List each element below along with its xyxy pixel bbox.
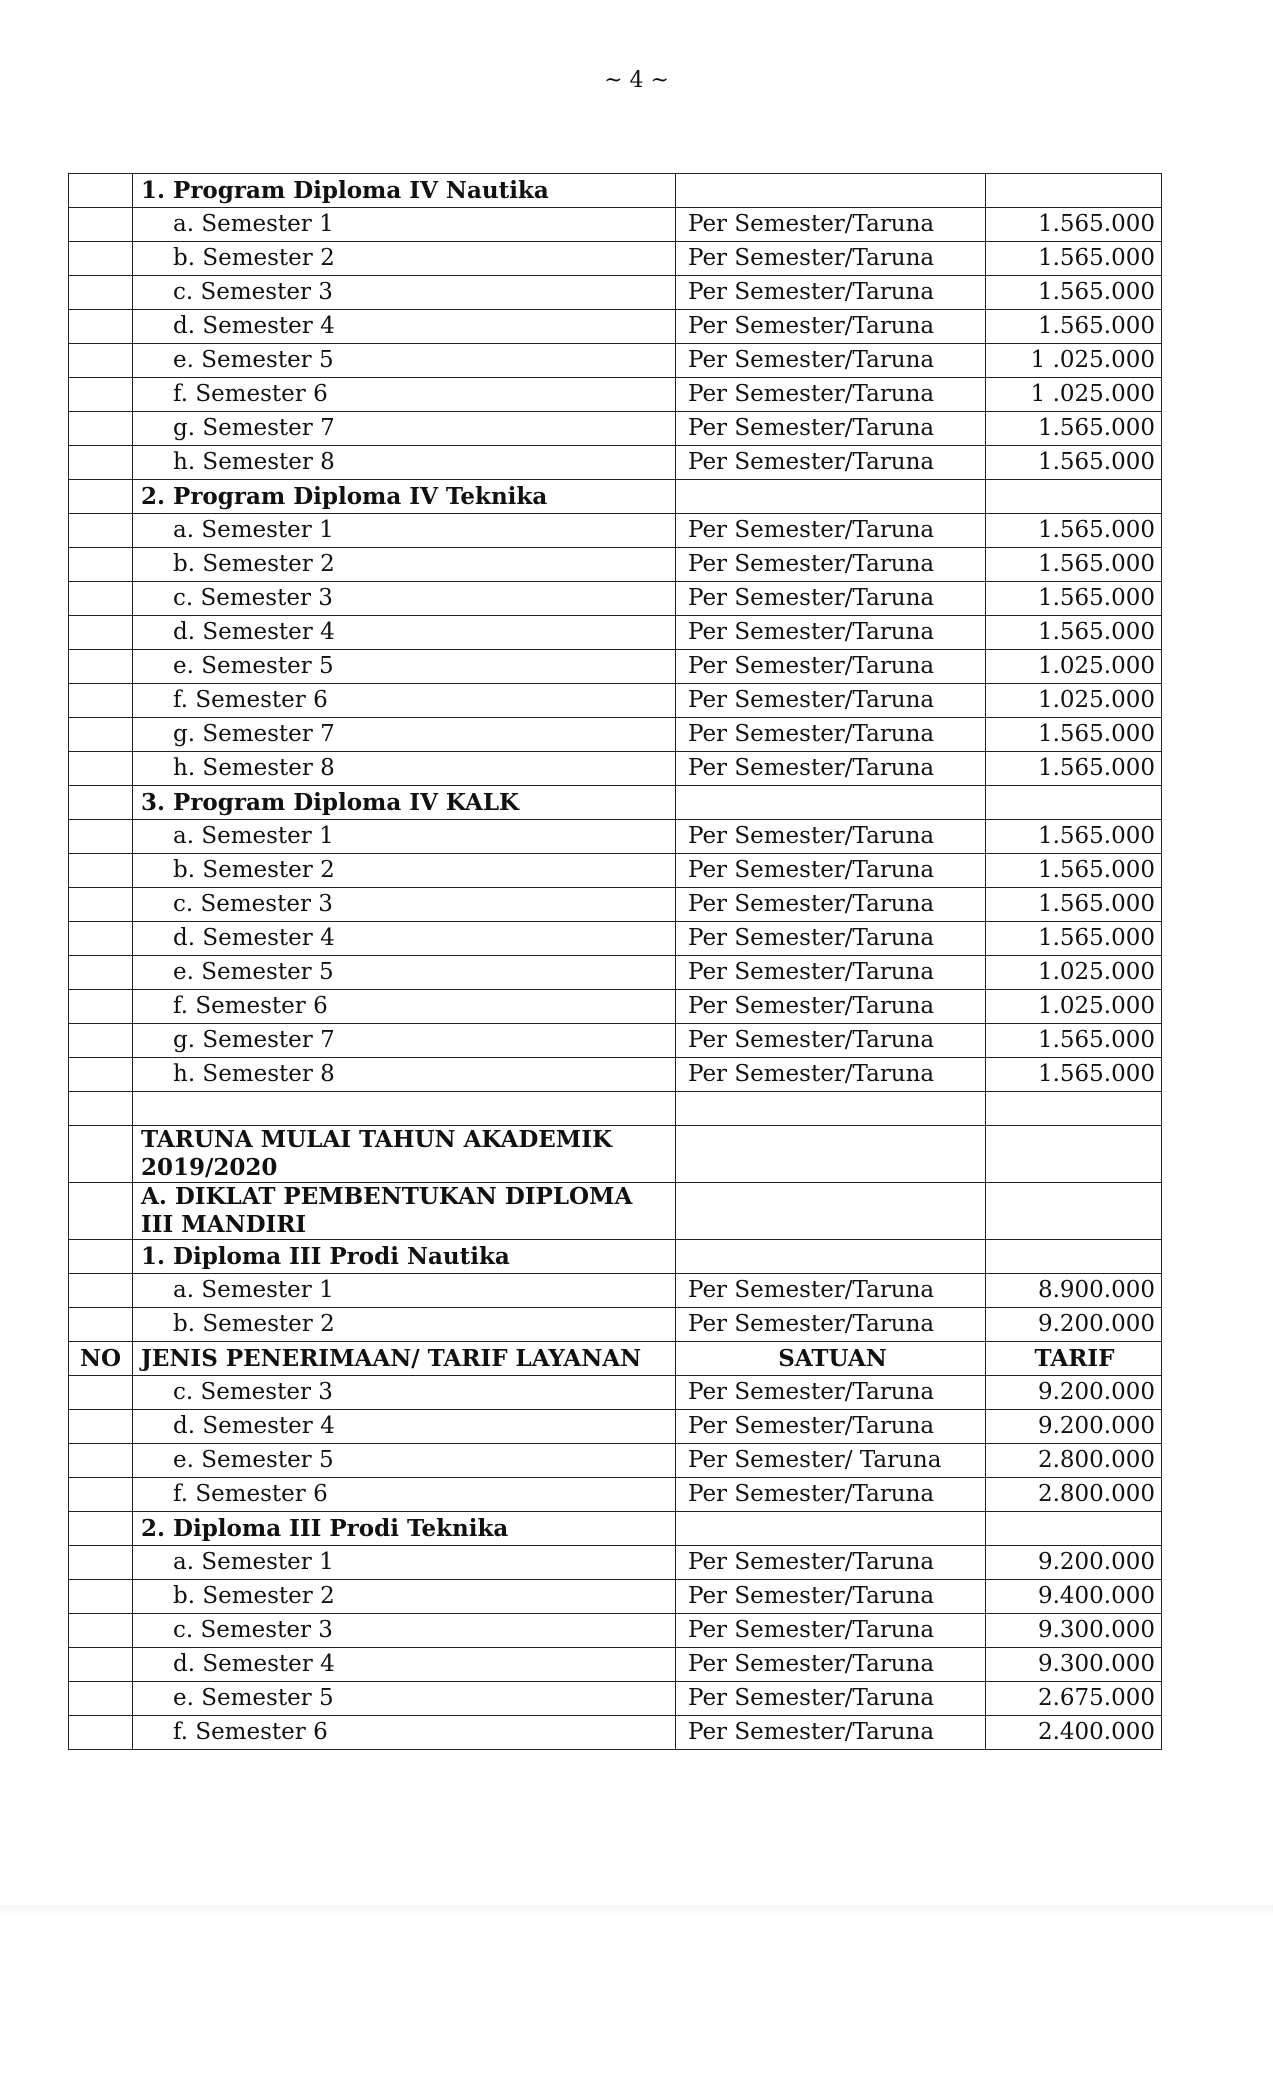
header-tarif: TARIF — [986, 1342, 1162, 1376]
unit-cell: Per Semester/Taruna — [676, 1376, 986, 1410]
unit-cell — [676, 480, 986, 514]
unit-cell: Per Semester/Taruna — [676, 990, 986, 1024]
unit-cell: Per Semester/Taruna — [676, 208, 986, 242]
section-title: 1. Diploma III Prodi Nautika — [133, 1240, 676, 1274]
no-cell — [69, 1126, 133, 1183]
description-cell — [133, 1092, 676, 1126]
unit-cell: Per Semester/Taruna — [676, 956, 986, 990]
tarif-cell: 1.565.000 — [986, 276, 1162, 310]
tarif-cell: 1 .025.000 — [986, 378, 1162, 412]
section-title: TARUNA MULAI TAHUN AKADEMIK 2019/2020 — [133, 1126, 676, 1183]
no-cell — [69, 650, 133, 684]
unit-cell: Per Semester/Taruna — [676, 1478, 986, 1512]
section-title: 3. Program Diploma IV KALK — [133, 786, 676, 820]
table-row — [69, 854, 1162, 888]
no-cell — [69, 1092, 133, 1126]
table-row — [69, 446, 1162, 480]
no-cell — [69, 1682, 133, 1716]
no-cell — [69, 174, 133, 208]
item-label: d. Semester 4 — [133, 310, 676, 344]
section-row — [69, 480, 1162, 514]
no-cell — [69, 514, 133, 548]
no-cell — [69, 1614, 133, 1648]
unit-cell: Per Semester/Taruna — [676, 276, 986, 310]
tarif-cell: 1.565.000 — [986, 310, 1162, 344]
unit-cell: Per Semester/Taruna — [676, 242, 986, 276]
table-row — [69, 514, 1162, 548]
tarif-cell: 1.565.000 — [986, 514, 1162, 548]
unit-cell — [676, 174, 986, 208]
table-row — [69, 922, 1162, 956]
tarif-cell: 2.800.000 — [986, 1444, 1162, 1478]
no-cell — [69, 344, 133, 378]
item-label: a. Semester 1 — [133, 514, 676, 548]
section-row — [69, 1126, 1162, 1183]
unit-cell — [676, 1512, 986, 1546]
section-row — [69, 1512, 1162, 1546]
unit-cell: Per Semester/Taruna — [676, 1546, 986, 1580]
tarif-cell — [986, 1126, 1162, 1183]
no-cell — [69, 1058, 133, 1092]
no-cell — [69, 1183, 133, 1240]
unit-cell: Per Semester/Taruna — [676, 650, 986, 684]
table-row — [69, 616, 1162, 650]
tarif-cell: 1.565.000 — [986, 1024, 1162, 1058]
table-row — [69, 1614, 1162, 1648]
item-label: a. Semester 1 — [133, 208, 676, 242]
blank-row — [69, 1092, 1162, 1126]
unit-cell — [676, 1183, 986, 1240]
unit-cell: Per Semester/Taruna — [676, 1580, 986, 1614]
item-label: b. Semester 2 — [133, 1308, 676, 1342]
table-row — [69, 650, 1162, 684]
tarif-cell: 1.565.000 — [986, 208, 1162, 242]
table-row — [69, 242, 1162, 276]
table-row — [69, 208, 1162, 242]
item-label: f. Semester 6 — [133, 684, 676, 718]
table-row — [69, 276, 1162, 310]
tarif-cell — [986, 174, 1162, 208]
item-label: c. Semester 3 — [133, 1376, 676, 1410]
no-cell — [69, 1512, 133, 1546]
unit-cell: Per Semester/Taruna — [676, 378, 986, 412]
table-row — [69, 1478, 1162, 1512]
table-row — [69, 412, 1162, 446]
tarif-cell: 2.675.000 — [986, 1682, 1162, 1716]
table-row — [69, 582, 1162, 616]
item-label: e. Semester 5 — [133, 650, 676, 684]
unit-cell: Per Semester/Taruna — [676, 616, 986, 650]
unit-cell: Per Semester/Taruna — [676, 1682, 986, 1716]
tarif-cell: 1.565.000 — [986, 922, 1162, 956]
no-cell — [69, 786, 133, 820]
no-cell — [69, 480, 133, 514]
unit-cell: Per Semester/Taruna — [676, 548, 986, 582]
table-row — [69, 684, 1162, 718]
header-no: NO — [69, 1342, 133, 1376]
item-label: g. Semester 7 — [133, 412, 676, 446]
no-cell — [69, 616, 133, 650]
table-row — [69, 820, 1162, 854]
no-cell — [69, 990, 133, 1024]
no-cell — [69, 1580, 133, 1614]
no-cell — [69, 684, 133, 718]
unit-cell — [676, 1126, 986, 1183]
no-cell — [69, 1478, 133, 1512]
tarif-cell: 2.400.000 — [986, 1716, 1162, 1750]
unit-cell: Per Semester/Taruna — [676, 684, 986, 718]
unit-cell: Per Semester/Taruna — [676, 718, 986, 752]
no-cell — [69, 378, 133, 412]
no-cell — [69, 820, 133, 854]
tarif-cell: 1.565.000 — [986, 1058, 1162, 1092]
tarif-cell — [986, 1240, 1162, 1274]
table-row — [69, 1716, 1162, 1750]
tarif-cell: 9.200.000 — [986, 1546, 1162, 1580]
unit-cell: Per Semester/Taruna — [676, 412, 986, 446]
section-title: 2. Program Diploma IV Teknika — [133, 480, 676, 514]
tarif-cell: 1.565.000 — [986, 820, 1162, 854]
item-label: b. Semester 2 — [133, 242, 676, 276]
unit-cell: Per Semester/ Taruna — [676, 1444, 986, 1478]
no-cell — [69, 1024, 133, 1058]
tarif-cell: 1.025.000 — [986, 650, 1162, 684]
header-description: JENIS PENERIMAAN/ TARIF LAYANAN — [133, 1342, 676, 1376]
tarif-cell: 1.565.000 — [986, 242, 1162, 276]
item-label: c. Semester 3 — [133, 1614, 676, 1648]
table-row — [69, 1274, 1162, 1308]
table-row — [69, 718, 1162, 752]
unit-cell: Per Semester/Taruna — [676, 446, 986, 480]
item-label: g. Semester 7 — [133, 1024, 676, 1058]
section-title: 2. Diploma III Prodi Teknika — [133, 1512, 676, 1546]
tarif-cell: 1.565.000 — [986, 888, 1162, 922]
no-cell — [69, 1716, 133, 1750]
no-cell — [69, 412, 133, 446]
table-row — [69, 990, 1162, 1024]
item-label: e. Semester 5 — [133, 344, 676, 378]
scan-edge — [0, 1905, 1273, 1915]
unit-cell: Per Semester/Taruna — [676, 854, 986, 888]
no-cell — [69, 718, 133, 752]
item-label: d. Semester 4 — [133, 1410, 676, 1444]
unit-cell: Per Semester/Taruna — [676, 1648, 986, 1682]
unit-cell: Per Semester/Taruna — [676, 1058, 986, 1092]
no-cell — [69, 1546, 133, 1580]
table-row — [69, 1682, 1162, 1716]
no-cell — [69, 548, 133, 582]
no-cell — [69, 208, 133, 242]
unit-cell: Per Semester/Taruna — [676, 344, 986, 378]
table-row — [69, 1308, 1162, 1342]
item-label: c. Semester 3 — [133, 582, 676, 616]
unit-cell: Per Semester/Taruna — [676, 1614, 986, 1648]
item-label: e. Semester 5 — [133, 956, 676, 990]
table-row — [69, 1376, 1162, 1410]
table-row — [69, 344, 1162, 378]
no-cell — [69, 582, 133, 616]
no-cell — [69, 1410, 133, 1444]
table-row — [69, 310, 1162, 344]
tariff-table — [68, 173, 1162, 1750]
table-row — [69, 888, 1162, 922]
item-label: a. Semester 1 — [133, 1274, 676, 1308]
tarif-cell: 1.565.000 — [986, 548, 1162, 582]
table-row — [69, 1024, 1162, 1058]
unit-cell — [676, 1092, 986, 1126]
table-header-row — [69, 1342, 1162, 1376]
item-label: f. Semester 6 — [133, 990, 676, 1024]
no-cell — [69, 276, 133, 310]
section-title: A. DIKLAT PEMBENTUKAN DIPLOMA III MANDIRI — [133, 1183, 676, 1240]
item-label: d. Semester 4 — [133, 616, 676, 650]
page-number: ~ 4 ~ — [604, 68, 669, 93]
item-label: c. Semester 3 — [133, 276, 676, 310]
no-cell — [69, 922, 133, 956]
section-row — [69, 1240, 1162, 1274]
table-row — [69, 548, 1162, 582]
tarif-cell: 9.200.000 — [986, 1308, 1162, 1342]
table-row — [69, 1546, 1162, 1580]
item-label: e. Semester 5 — [133, 1444, 676, 1478]
table-row — [69, 752, 1162, 786]
table-row — [69, 1580, 1162, 1614]
item-label: h. Semester 8 — [133, 1058, 676, 1092]
header-unit: SATUAN — [676, 1342, 986, 1376]
no-cell — [69, 1240, 133, 1274]
tarif-cell: 2.800.000 — [986, 1478, 1162, 1512]
tarif-cell: 1.565.000 — [986, 752, 1162, 786]
tariff-table-body — [69, 174, 1162, 1750]
unit-cell: Per Semester/Taruna — [676, 1716, 986, 1750]
item-label: e. Semester 5 — [133, 1682, 676, 1716]
no-cell — [69, 1648, 133, 1682]
tarif-cell: 1.025.000 — [986, 956, 1162, 990]
no-cell — [69, 242, 133, 276]
unit-cell: Per Semester/Taruna — [676, 888, 986, 922]
no-cell — [69, 446, 133, 480]
table-row — [69, 378, 1162, 412]
unit-cell: Per Semester/Taruna — [676, 1410, 986, 1444]
section-title: 1. Program Diploma IV Nautika — [133, 174, 676, 208]
unit-cell — [676, 786, 986, 820]
item-label: h. Semester 8 — [133, 446, 676, 480]
tarif-cell: 1.565.000 — [986, 582, 1162, 616]
tarif-cell: 9.300.000 — [986, 1614, 1162, 1648]
tarif-cell: 1.565.000 — [986, 616, 1162, 650]
unit-cell: Per Semester/Taruna — [676, 752, 986, 786]
unit-cell: Per Semester/Taruna — [676, 514, 986, 548]
item-label: b. Semester 2 — [133, 1580, 676, 1614]
tarif-cell — [986, 1512, 1162, 1546]
tarif-cell: 9.300.000 — [986, 1648, 1162, 1682]
section-row — [69, 1183, 1162, 1240]
tarif-cell: 1 .025.000 — [986, 344, 1162, 378]
unit-cell: Per Semester/Taruna — [676, 1024, 986, 1058]
tarif-cell — [986, 1092, 1162, 1126]
item-label: g. Semester 7 — [133, 718, 676, 752]
item-label: b. Semester 2 — [133, 854, 676, 888]
no-cell — [69, 1274, 133, 1308]
no-cell — [69, 1308, 133, 1342]
unit-cell: Per Semester/Taruna — [676, 582, 986, 616]
item-label: f. Semester 6 — [133, 1716, 676, 1750]
tarif-cell: 9.200.000 — [986, 1376, 1162, 1410]
table-row — [69, 956, 1162, 990]
table-row — [69, 1444, 1162, 1478]
tarif-cell: 1.565.000 — [986, 718, 1162, 752]
item-label: h. Semester 8 — [133, 752, 676, 786]
item-label: c. Semester 3 — [133, 888, 676, 922]
unit-cell: Per Semester/Taruna — [676, 1274, 986, 1308]
tarif-cell: 1.565.000 — [986, 854, 1162, 888]
tarif-cell: 1.565.000 — [986, 446, 1162, 480]
item-label: d. Semester 4 — [133, 922, 676, 956]
item-label: d. Semester 4 — [133, 1648, 676, 1682]
unit-cell — [676, 1240, 986, 1274]
no-cell — [69, 310, 133, 344]
item-label: b. Semester 2 — [133, 548, 676, 582]
item-label: a. Semester 1 — [133, 820, 676, 854]
table-row — [69, 1648, 1162, 1682]
unit-cell: Per Semester/Taruna — [676, 1308, 986, 1342]
no-cell — [69, 1444, 133, 1478]
tarif-cell: 9.400.000 — [986, 1580, 1162, 1614]
table-row — [69, 1058, 1162, 1092]
item-label: f. Semester 6 — [133, 378, 676, 412]
no-cell — [69, 1376, 133, 1410]
unit-cell: Per Semester/Taruna — [676, 922, 986, 956]
tarif-cell: 1.025.000 — [986, 684, 1162, 718]
no-cell — [69, 888, 133, 922]
tarif-cell: 8.900.000 — [986, 1274, 1162, 1308]
tarif-cell: 9.200.000 — [986, 1410, 1162, 1444]
table-row — [69, 1410, 1162, 1444]
item-label: f. Semester 6 — [133, 1478, 676, 1512]
item-label: a. Semester 1 — [133, 1546, 676, 1580]
tarif-cell — [986, 480, 1162, 514]
tarif-cell: 1.565.000 — [986, 412, 1162, 446]
section-row — [69, 786, 1162, 820]
no-cell — [69, 752, 133, 786]
section-row — [69, 174, 1162, 208]
no-cell — [69, 854, 133, 888]
no-cell — [69, 956, 133, 990]
tarif-cell — [986, 786, 1162, 820]
tarif-cell — [986, 1183, 1162, 1240]
unit-cell: Per Semester/Taruna — [676, 310, 986, 344]
tarif-cell: 1.025.000 — [986, 990, 1162, 1024]
unit-cell: Per Semester/Taruna — [676, 820, 986, 854]
